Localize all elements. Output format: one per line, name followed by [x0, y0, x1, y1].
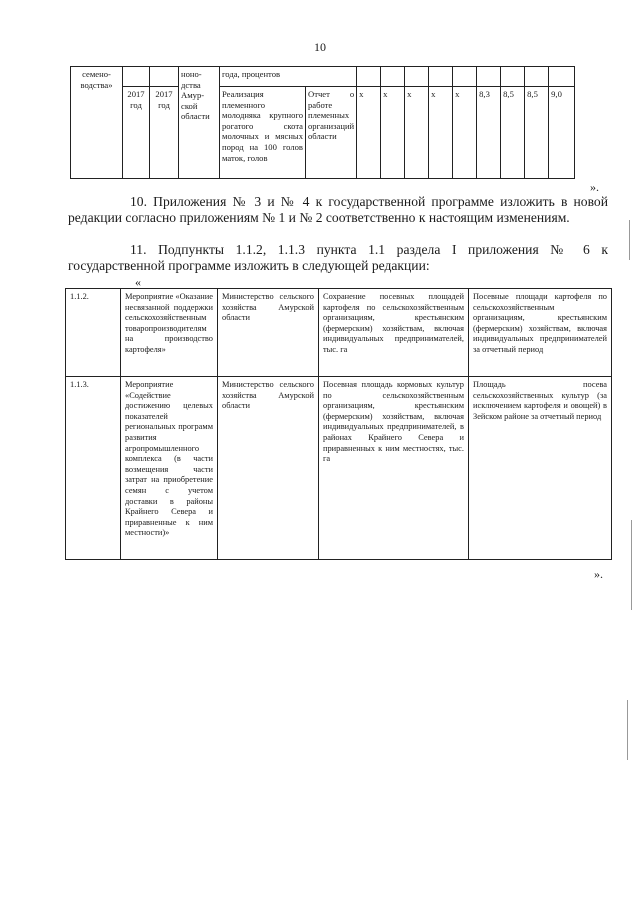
opening-quote: « [135, 275, 141, 289]
scan-margin-mark [629, 220, 630, 260]
table-row [71, 87, 575, 179]
table-cell: 8,3 [477, 87, 501, 179]
measures-table [65, 288, 612, 560]
table-cell: 8,5 [525, 87, 549, 179]
table-cell: 2017 год [150, 87, 179, 179]
table-cell: Реализация племенного молодняка крупного рогатого скота молочных и мясных пород на 100 голов маток, голов [220, 87, 306, 179]
table-cell [150, 67, 179, 87]
table-cell: х [381, 87, 405, 179]
event-name: Мероприятие «Содействие достижению целевых показателей региональных программ развития агропромышленного комплекса (в части возмещения части затрат на приобретение семян с учетом доставки в районы Крайнего Севера и приравненные к ним местности)» [121, 377, 218, 560]
row-number: 1.1.2. [66, 289, 121, 377]
table-cell: х [453, 87, 477, 179]
table-cell: х [357, 87, 381, 179]
table-cell: ноно-дства Амур-ской области [179, 67, 220, 179]
table-cell: 2017 год [123, 87, 150, 179]
table-row [66, 377, 612, 560]
row-number: 1.1.3. [66, 377, 121, 560]
event-name: Мероприятие «Оказание несвязанной поддержки сельскохозяйственным товаропроизводителям на производство картофеля» [121, 289, 218, 377]
continuation-table [70, 66, 575, 179]
table-cell [477, 67, 501, 87]
table-cell: Отчет о работе племенных организаций области [306, 87, 357, 179]
table-cell [501, 67, 525, 87]
table-cell: х [429, 87, 453, 179]
table-cell [525, 67, 549, 87]
executor: Министерство сельского хозяйства Амурской области [218, 377, 319, 560]
table-cell [381, 67, 405, 87]
table-cell [405, 67, 429, 87]
indicator: Посевная площадь кормовых культур по сельскохозяйственным организациям, крестьянским (фермерским) хозяйствам, включая индивидуальных предпринимателей, в районах Крайнего Севера и приравненных к ним местностях, тыс. га [319, 377, 469, 560]
paragraph-11: 11. Подпункты 1.1.2, 1.1.3 пункта 1.1 раздела I приложения № 6 к государственной программе изложить в следующей редакции: [68, 242, 608, 273]
indicator: Сохранение посевных площадей картофеля по сельскохозяйственным организациям, крестьянским (фермерским) хозяйствам, включая индивидуальных предпринимателей, тыс. га [319, 289, 469, 377]
table-cell: семено-водства» [71, 67, 123, 179]
table-cell [429, 67, 453, 87]
paragraph-10: 10. Приложения № 3 и № 4 к государственной программе изложить в новой редакции согласно приложениям № 1 и № 2 соответственно к настоящим изменениям. [68, 194, 608, 225]
executor: Министерство сельского хозяйства Амурской области [218, 289, 319, 377]
table-row [66, 289, 612, 377]
page-number: 10 [314, 40, 326, 54]
table-cell [357, 67, 381, 87]
table-cell: х [405, 87, 429, 179]
closing-quote: ». [594, 567, 603, 581]
closing-quote: ». [590, 180, 599, 194]
scan-margin-mark [627, 700, 628, 760]
table-cell: 9,0 [549, 87, 575, 179]
table-cell [549, 67, 575, 87]
table-row [71, 67, 575, 87]
table-cell: 8,5 [501, 87, 525, 179]
description: Посевные площади картофеля по сельскохозяйственным организациям, крестьянским (фермерским) хозяйствам, включая индивидуальных предпринимателей за отчетный период [469, 289, 612, 377]
description: Площадь посева сельскохозяйственных культур (за исключением картофеля и овощей) в Зейском районе за отчетный период [469, 377, 612, 560]
table-cell [123, 67, 150, 87]
table-cell [453, 67, 477, 87]
scan-margin-mark [631, 520, 632, 610]
table-cell: года, процентов [220, 67, 357, 87]
